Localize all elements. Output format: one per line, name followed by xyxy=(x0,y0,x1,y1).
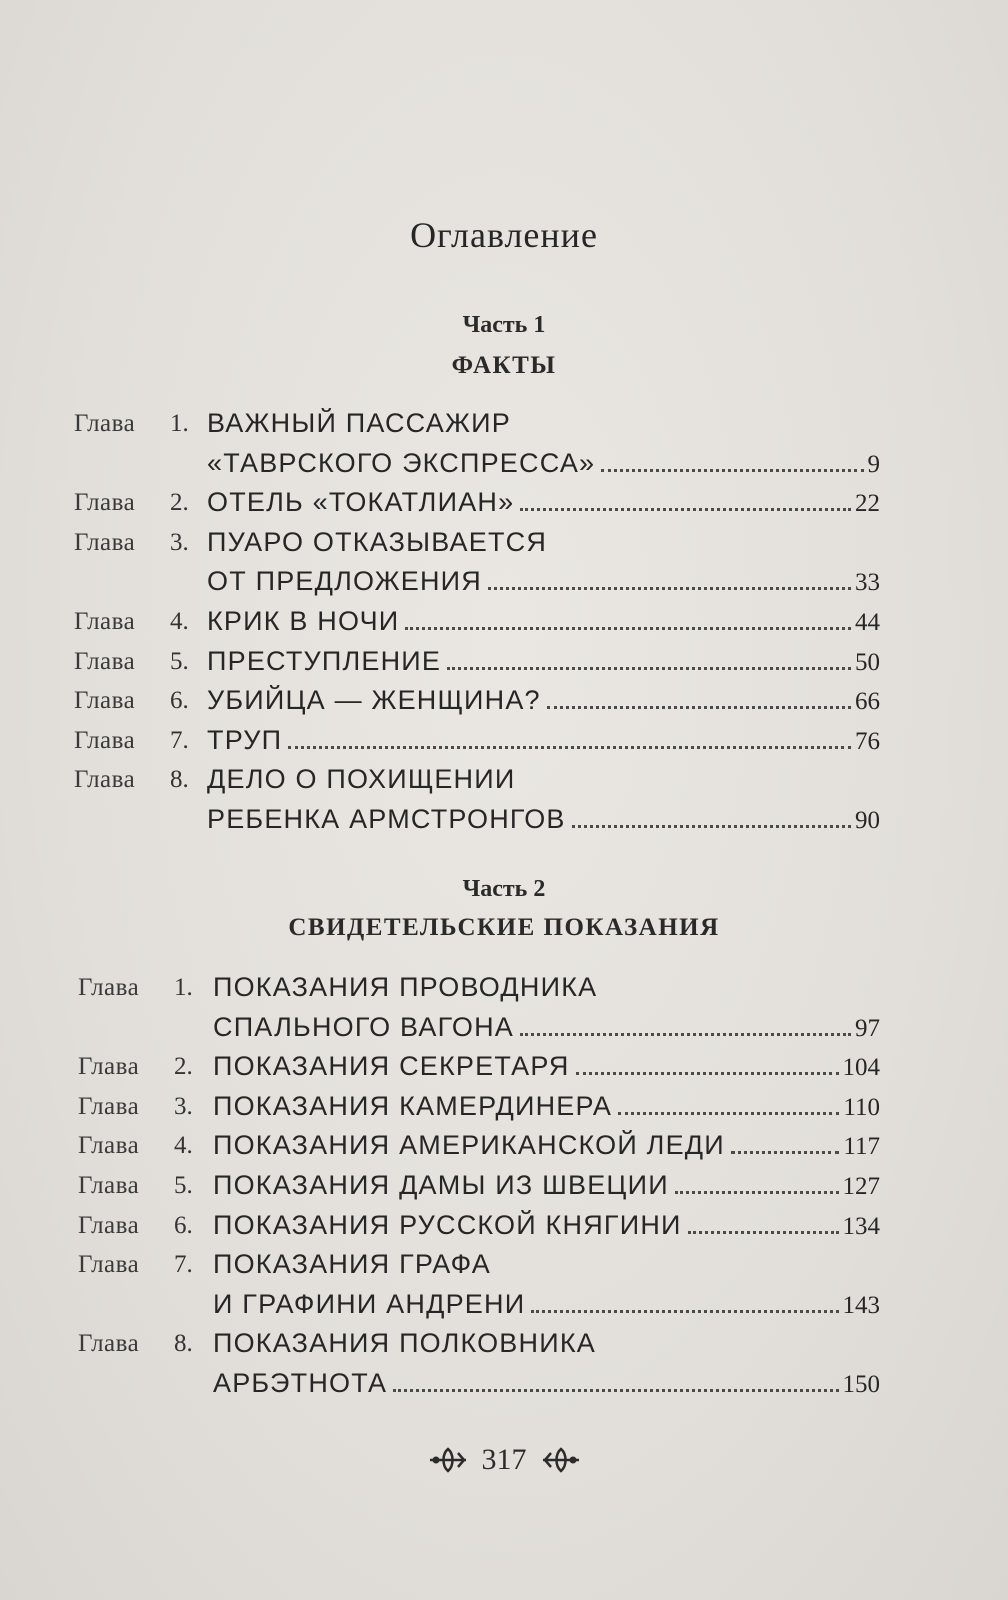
chapter-page-number: 90 xyxy=(855,807,880,834)
chapter-page-number: 66 xyxy=(855,688,880,716)
toc-entry-line xyxy=(213,1091,880,1122)
chapter-title: ПОКАЗАНИЯ ПРОВОДНИКА xyxy=(213,972,598,1002)
chapter-number: 7. xyxy=(170,726,189,754)
part-label: Часть 2 xyxy=(462,876,546,902)
chapter-title: ОТ ПРЕДЛОЖЕНИЯ xyxy=(207,566,482,597)
toc-entry-line xyxy=(213,1368,880,1399)
chapter-title: ВАЖНЫЙ ПАССАЖИР xyxy=(207,408,511,438)
chapter-title: ПОКАЗАНИЯ ГРАФА xyxy=(213,1249,491,1280)
chapter-title: ПОКАЗАНИЯ КАМЕРДИНЕРА xyxy=(213,1090,613,1121)
chapter-page-number: 33 xyxy=(855,569,880,597)
toc-entry-line xyxy=(213,1051,880,1082)
chapter-word: Глава xyxy=(78,974,140,1001)
toc-entry-line xyxy=(213,1210,880,1241)
chapter-page-number: 127 xyxy=(842,1173,880,1200)
chapter-number: 1. xyxy=(170,410,189,437)
chapter-title: ПУАРО ОТКАЗЫВАЕТСЯ xyxy=(207,526,548,557)
chapter-word: Глава xyxy=(74,608,136,635)
chapter-page-number: 76 xyxy=(855,727,880,755)
chapter-title: ПОКАЗАНИЯ СЕКРЕТАРЯ xyxy=(213,1051,570,1082)
chapter-page-number: 97 xyxy=(855,1014,880,1042)
toc-entry-line xyxy=(213,1249,880,1280)
chapter-word: Глава xyxy=(74,528,136,556)
part-label: Часть 1 xyxy=(462,312,546,338)
toc-entry-line xyxy=(207,646,880,677)
chapter-number: 5. xyxy=(174,1172,193,1199)
dot-leader xyxy=(520,508,851,511)
dot-leader xyxy=(618,1112,839,1115)
chapter-number: 3. xyxy=(174,1092,193,1120)
chapter-word: Глава xyxy=(74,766,136,794)
chapter-title: ПОКАЗАНИЯ АМЕРИКАНСКОЙ ЛЕДИ xyxy=(213,1130,725,1161)
chapter-word: Глава xyxy=(74,687,136,715)
chapter-page-number: 150 xyxy=(842,1371,880,1398)
chapter-title: И ГРАФИНИ АНДРЕНИ xyxy=(213,1288,526,1319)
chapter-title: ДЕЛО О ПОХИЩЕНИИ xyxy=(207,764,516,795)
chapter-word: Глава xyxy=(78,1053,140,1081)
chapter-page-number: 110 xyxy=(843,1093,880,1121)
toc-entry-line xyxy=(207,527,880,558)
dot-leader xyxy=(405,627,851,630)
chapter-page-number: 44 xyxy=(855,609,880,636)
chapter-number: 7. xyxy=(174,1251,193,1279)
chapter-word: Глава xyxy=(74,726,136,754)
page-number-footer xyxy=(0,1443,1008,1477)
dot-leader xyxy=(520,1033,851,1036)
chapter-title: ПОКАЗАНИЯ РУССКОЙ КНЯГИНИ xyxy=(213,1209,682,1240)
toc-entry-line xyxy=(207,487,880,518)
chapter-word: Глава xyxy=(74,647,136,675)
chapter-page-number: 50 xyxy=(855,648,880,676)
chapter-title: ОТЕЛЬ «ТОКАТЛИАН» xyxy=(207,487,515,518)
chapter-page-number: 134 xyxy=(842,1212,880,1240)
toc-entry-line xyxy=(207,764,880,795)
chapter-word: Глава xyxy=(74,410,136,437)
chapter-title: РЕБЕНКА АРМСТРОНГОВ xyxy=(207,804,566,834)
chapter-number: 8. xyxy=(174,1330,193,1358)
toc-entry-line xyxy=(213,1012,880,1043)
toc-entry-line xyxy=(207,725,880,756)
chapter-title: УБИЙЦА — ЖЕНЩИНА? xyxy=(207,685,541,716)
chapter-number: 1. xyxy=(174,974,193,1001)
dot-leader xyxy=(731,1151,840,1154)
toc-entry-line xyxy=(207,408,880,439)
toc-entry-line xyxy=(213,1130,880,1161)
chapter-word: Глава xyxy=(74,489,136,517)
chapter-number: 3. xyxy=(170,528,189,556)
dot-leader xyxy=(601,469,863,472)
chapter-word: Глава xyxy=(78,1330,140,1358)
toc-entry-line xyxy=(207,685,880,716)
dot-leader xyxy=(531,1310,838,1313)
chapter-title: ПОКАЗАНИЯ ПОЛКОВНИКА xyxy=(213,1328,596,1359)
toc-entry-line xyxy=(207,448,880,479)
chapter-word: Глава xyxy=(78,1211,140,1239)
chapter-page-number: 9 xyxy=(867,450,880,478)
fleuron-ornament-icon xyxy=(428,1445,468,1475)
dot-leader xyxy=(288,746,851,749)
fleuron-ornament-icon xyxy=(541,1445,581,1475)
chapter-word: Глава xyxy=(78,1251,140,1279)
page-title: Оглавление xyxy=(410,215,598,255)
chapter-number: 2. xyxy=(170,489,189,517)
chapter-number: 4. xyxy=(170,608,189,635)
chapter-title: АРБЭТНОТА xyxy=(213,1368,388,1398)
chapter-word: Глава xyxy=(78,1132,140,1160)
toc-entry-line xyxy=(213,972,880,1003)
toc-entry-line xyxy=(207,606,880,637)
chapter-title: СПАЛЬНОГО ВАГОНА xyxy=(213,1011,514,1042)
dot-leader xyxy=(576,1072,839,1075)
chapter-title: ТРУП xyxy=(207,724,283,755)
chapter-number: 2. xyxy=(174,1053,193,1081)
dot-leader xyxy=(488,587,851,590)
chapter-page-number: 117 xyxy=(843,1133,880,1161)
chapter-number: 6. xyxy=(174,1211,193,1239)
toc-entry-line xyxy=(213,1170,880,1201)
chapter-title: «ТАВРСКОГО ЭКСПРЕССА» xyxy=(207,447,596,478)
chapter-page-number: 22 xyxy=(855,490,880,518)
chapter-word: Глава xyxy=(78,1172,140,1199)
dot-leader xyxy=(572,825,851,828)
dot-leader xyxy=(393,1389,838,1392)
chapter-title: ПОКАЗАНИЯ ДАМЫ ИЗ ШВЕЦИИ xyxy=(213,1170,669,1200)
chapter-title: ПРЕСТУПЛЕНИЕ xyxy=(207,645,442,676)
page-number: 317 xyxy=(481,1443,527,1476)
part-title: ФАКТЫ xyxy=(451,352,557,379)
dot-leader xyxy=(688,1231,839,1234)
dot-leader xyxy=(547,706,851,709)
dot-leader xyxy=(447,667,851,670)
chapter-word: Глава xyxy=(78,1092,140,1120)
chapter-number: 6. xyxy=(170,687,189,715)
chapter-page-number: 104 xyxy=(842,1054,880,1082)
toc-entry-line xyxy=(207,566,880,597)
chapter-number: 8. xyxy=(170,766,189,794)
toc-entry-line xyxy=(213,1289,880,1320)
toc-entry-line xyxy=(207,804,880,835)
chapter-number: 5. xyxy=(170,647,189,675)
chapter-title: КРИК В НОЧИ xyxy=(207,606,400,636)
dot-leader xyxy=(675,1191,839,1194)
chapter-number: 4. xyxy=(174,1132,193,1160)
part-title: СВИДЕТЕЛЬСКИЕ ПОКАЗАНИЯ xyxy=(288,914,720,941)
chapter-page-number: 143 xyxy=(842,1291,880,1319)
toc-entry-line xyxy=(213,1328,880,1359)
